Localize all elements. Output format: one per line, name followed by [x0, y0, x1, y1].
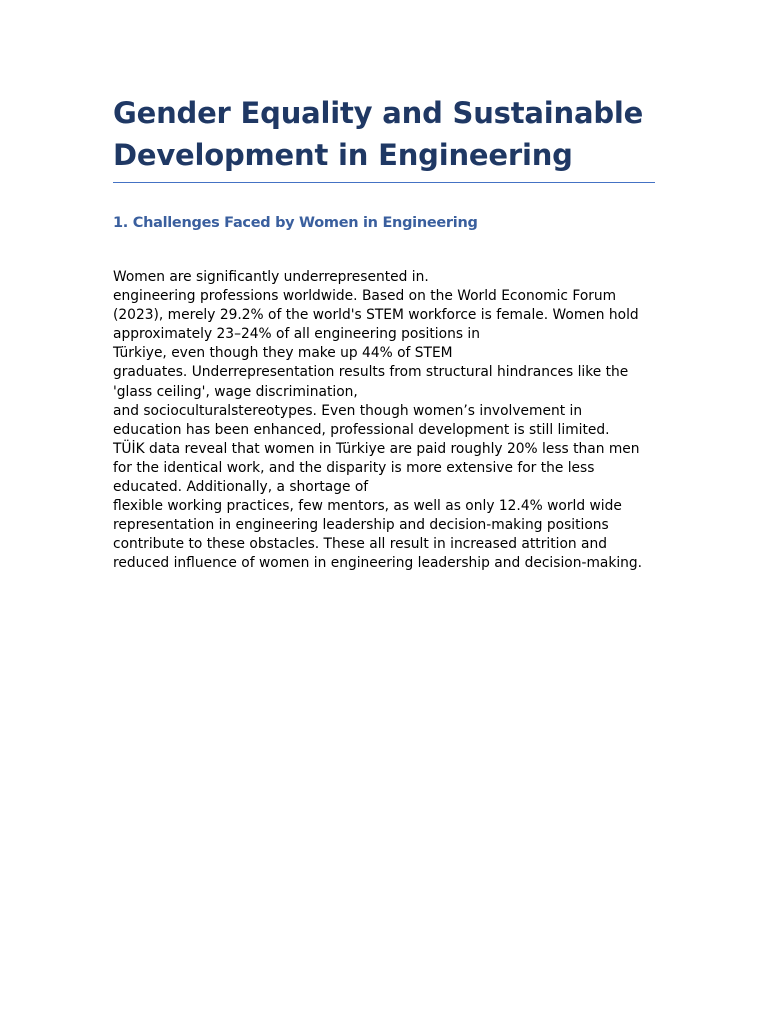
paragraph-line: engineering professions worldwide. Based on the World Economic Forum — [113, 288, 617, 305]
section-heading: 1. Challenges Faced by Women in Engineering — [113, 215, 478, 231]
paragraph-line: for the identical work, and the disparity is more extensive for the less — [113, 459, 595, 476]
paragraph-line: educated. Additionally, a shortage of — [113, 479, 369, 496]
paragraph-line: Türkiye, even though they make up 44% of STEM — [113, 345, 453, 362]
paragraph-line: contribute to these obstacles. These all result in increased attrition and — [113, 536, 607, 553]
paragraph-line: flexible working practices, few mentors, as well as only 12.4% world wide — [113, 498, 622, 515]
document-page — [113, 92, 655, 574]
paragraph-line: graduates. Underrepresentation results from structural hindrances like the — [113, 364, 629, 381]
page-title — [113, 92, 655, 183]
paragraph-line: TÜİK data reveal that women in Türkiye are paid roughly 20% less than men — [113, 440, 640, 457]
title-line-2: Development in Engineering — [113, 138, 573, 172]
paragraph-line: reduced influence of women in engineering leadership and decision-making. — [113, 555, 643, 572]
paragraph-line: education has been enhanced, professional development is still limited. — [113, 421, 610, 438]
paragraph-line: approximately 23–24% of all engineering positions in — [113, 326, 480, 343]
paragraph-line: representation in engineering leadership and decision-making positions — [113, 517, 609, 534]
paragraph-line: and socioculturalstereotypes. Even though women’s involvement in — [113, 402, 583, 419]
paragraph-line: (2023), merely 29.2% of the world's STEM workforce is female. Women hold — [113, 307, 639, 324]
paragraph-line: Women are significantly underrepresented in. — [113, 269, 429, 285]
body-paragraph — [113, 268, 655, 574]
title-line-1: Gender Equality and Sustainable — [113, 96, 644, 130]
paragraph-line: 'glass ceiling', wage discrimination, — [113, 383, 358, 400]
